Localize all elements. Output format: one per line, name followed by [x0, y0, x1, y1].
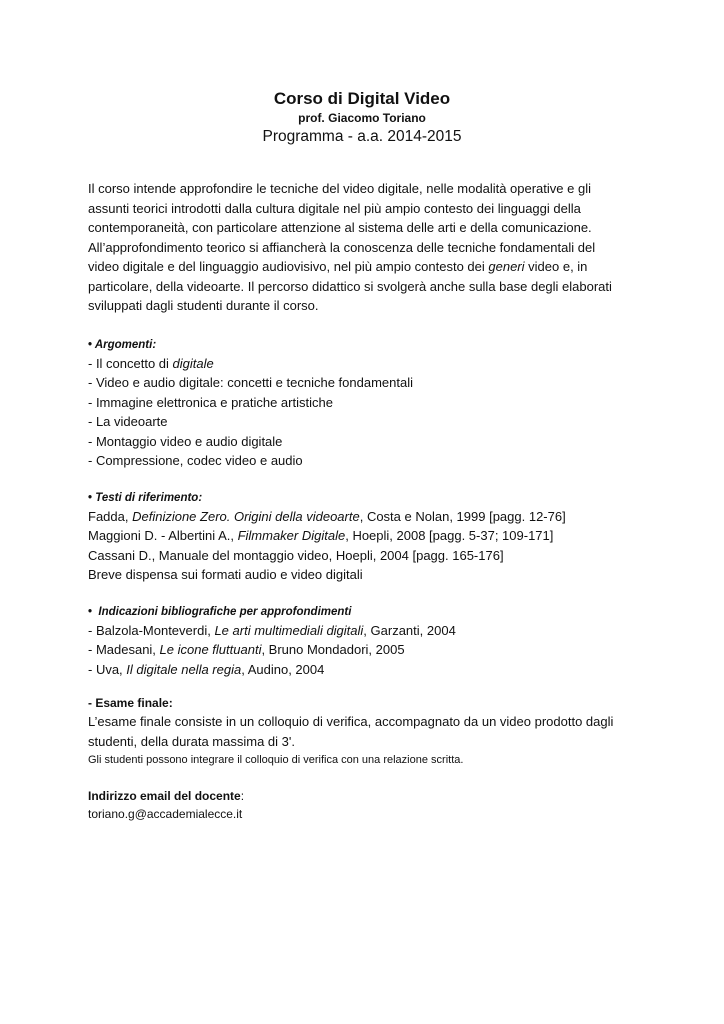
esame-heading: - Esame finale: — [88, 696, 173, 710]
biblio-item — [88, 640, 638, 660]
esame-note: Gli studenti possono integrare il colloquio di verifica con una relazione scritta. — [88, 754, 464, 766]
intro-text: video digitale e del linguaggio audiovisivo, nel più ampio contesto dei — [88, 259, 489, 274]
biblio-item — [88, 621, 638, 641]
item-emphasis: digitale — [172, 355, 214, 371]
item-text: - Il concetto di — [88, 355, 173, 371]
intro-line: assunti teorici introdotti dalla cultura digitale nel più ampio contesto dei linguaggi della — [88, 200, 581, 216]
biblio-details: , Audino, 2004 — [241, 661, 325, 677]
bullet-icon: • — [88, 605, 93, 618]
contact-heading — [88, 787, 638, 805]
intro-line: particolare, della videoarte. Il percorso didattico si svolgerà anche sulla base degli elaborati — [88, 278, 612, 294]
intro-line: contemporaneità, con particolare attenzione al sistema delle arti e della comunicazione. — [88, 220, 592, 235]
bullet-icon: • — [88, 338, 93, 351]
list-item: - Immagine elettronica e pratiche artistiche — [88, 394, 333, 410]
biblio-author: - Uva, — [88, 661, 127, 677]
ref-details: , Hoepli, 2008 [pagg. 5-37; 109-171] — [345, 528, 554, 543]
course-title: Corso di Digital Video — [273, 89, 451, 108]
intro-emphasis: generi — [488, 259, 525, 274]
ref-title: Filmmaker Digitale — [237, 528, 346, 543]
professor-name: prof. Giacomo Toriano — [298, 111, 426, 125]
intro-line: All’approfondimento teorico si affiancherà la conoscenza delle tecniche fondamentali del — [88, 239, 596, 255]
biblio-author: - Madesani, — [88, 642, 160, 657]
reference-item: Breve dispensa sui formati audio e video digitali — [88, 567, 363, 582]
intro-text: video e, in — [524, 259, 588, 274]
intro-line — [88, 257, 638, 277]
ref-details: , Costa e Nolan, 1999 [pagg. 12-76] — [359, 508, 566, 524]
esame-line: L’esame finale consiste in un colloquio di verifica, accompagnato da un video prodotto dagli — [88, 714, 614, 729]
contact-section — [88, 787, 638, 823]
biblio-item — [88, 660, 638, 680]
biblio-title: Le arti multimediali digitali — [214, 622, 364, 638]
testi-heading — [88, 489, 638, 507]
biblio-section — [88, 603, 638, 680]
program-year: Programma - a.a. 2014-2015 — [262, 128, 462, 145]
testi-section — [88, 489, 638, 585]
list-item: - La videoarte — [88, 414, 168, 429]
ref-title: Definizione Zero. Origini della videoarte — [132, 508, 360, 524]
ref-author: Fadda, — [88, 508, 133, 524]
ref-author: Maggioni D. - Albertini A., — [88, 528, 238, 543]
contact-label: Indirizzo email del docente — [88, 789, 241, 803]
list-item: - Montaggio video e audio digitale — [88, 433, 283, 449]
list-item: - Video e audio digitale: concetti e tecniche fondamentali — [88, 375, 413, 390]
esame-section — [88, 694, 638, 769]
heading-text: Testi di riferimento: — [95, 491, 203, 504]
heading-text: Argomenti: — [94, 338, 157, 351]
contact-colon: : — [240, 789, 245, 803]
bullet-icon: • — [88, 491, 93, 504]
biblio-details: , Bruno Mondadori, 2005 — [261, 642, 405, 657]
document-header — [0, 88, 724, 147]
argomenti-heading — [88, 336, 638, 354]
biblio-details: , Garzanti, 2004 — [363, 622, 456, 638]
list-item — [88, 354, 638, 374]
heading-text: Indicazioni bibliografiche per approfondimenti — [98, 605, 352, 618]
contact-email[interactable]: toriano.g@accademialecce.it — [88, 807, 243, 821]
reference-item — [88, 507, 638, 527]
biblio-heading — [88, 603, 638, 621]
intro-line: sviluppati dagli studenti durante il corso. — [88, 298, 319, 313]
document-body — [88, 179, 638, 823]
reference-item — [88, 526, 638, 546]
intro-line: Il corso intende approfondire le tecniche del video digitale, nelle modalità operative e gli — [88, 181, 591, 196]
biblio-title: Il digitale nella regia — [126, 661, 242, 677]
biblio-title: Le icone fluttuanti — [159, 642, 262, 657]
intro-paragraph — [88, 179, 638, 316]
esame-line: studenti, della durata massima di 3'. — [88, 733, 295, 749]
biblio-author: - Balzola-Monteverdi, — [88, 622, 215, 638]
list-item: - Compressione, codec video e audio — [88, 453, 303, 468]
reference-item: Cassani D., Manuale del montaggio video, Hoepli, 2004 [pagg. 165-176] — [88, 547, 504, 563]
argomenti-section — [88, 336, 638, 471]
